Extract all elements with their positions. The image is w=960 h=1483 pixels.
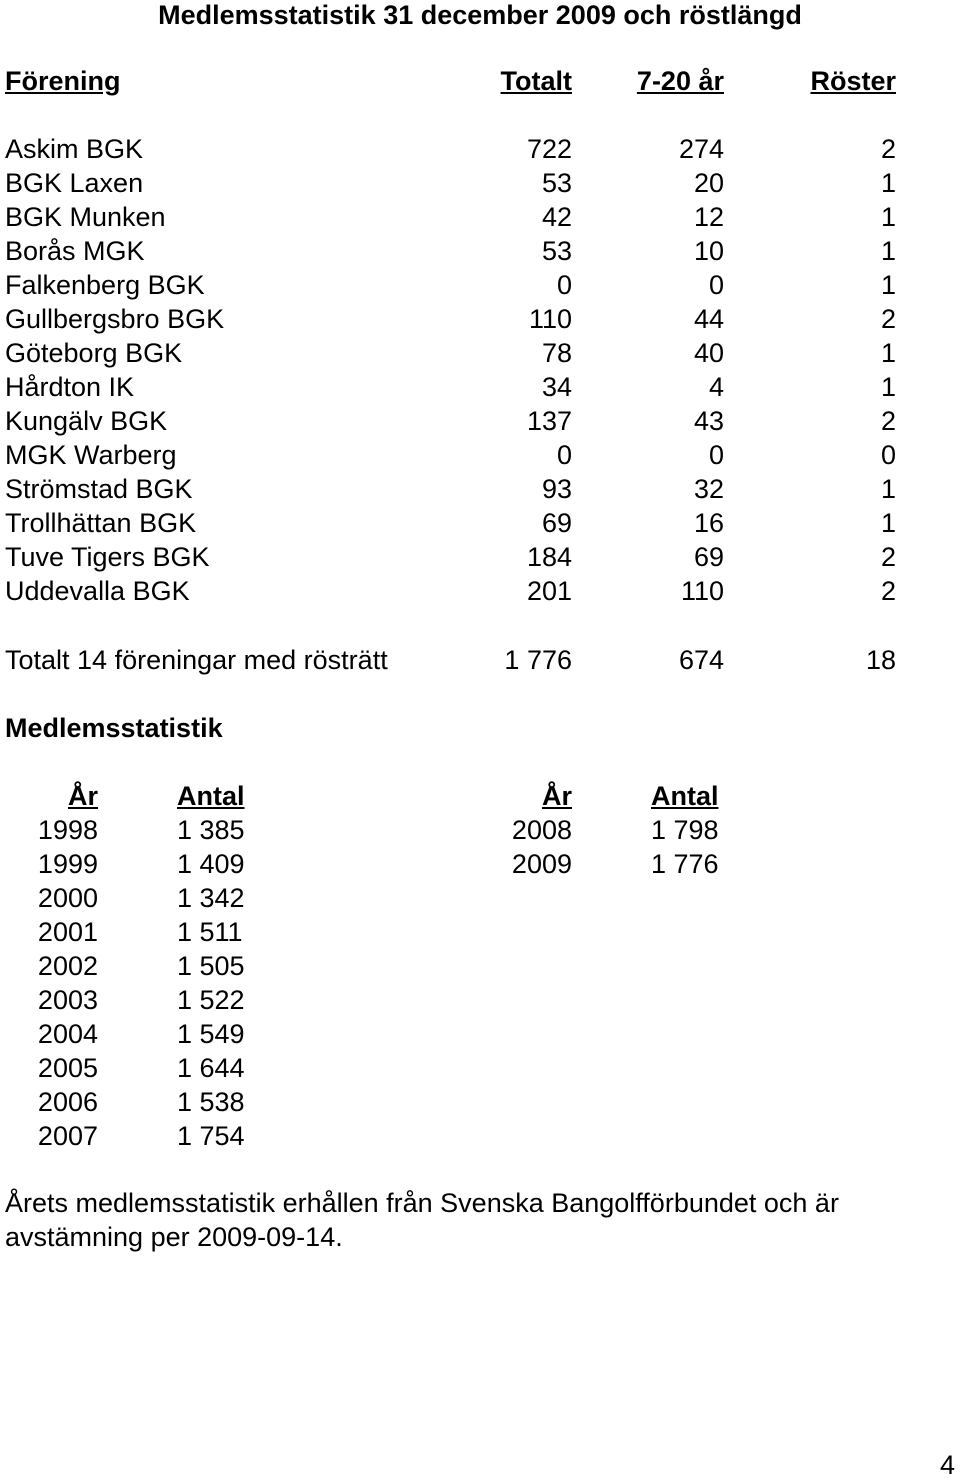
stats-year: 2004 — [37, 1019, 98, 1049]
club-votes: 2 — [880, 134, 896, 164]
stats-row — [0, 881, 960, 915]
stats-year: 2002 — [37, 951, 98, 981]
stats-year: 2007 — [37, 1121, 98, 1151]
club-name: Strömstad BGK — [5, 474, 193, 504]
stats-year: 1998 — [37, 815, 98, 845]
table-row — [0, 132, 960, 166]
stats-row — [0, 813, 960, 847]
table-row — [0, 166, 960, 200]
club-name: Göteborg BGK — [5, 338, 183, 368]
totals-votes: 18 — [865, 645, 896, 675]
page-number: 4 — [939, 1450, 955, 1480]
club-youth: 20 — [693, 168, 724, 198]
table-row — [0, 336, 960, 370]
stats-count-header-left: Antal — [177, 781, 245, 811]
club-total: 69 — [541, 508, 572, 538]
club-youth: 16 — [693, 508, 724, 538]
stats-count: 1 522 — [177, 985, 245, 1015]
stats-count: 1 538 — [177, 1087, 245, 1117]
totals-total: 1 776 — [504, 645, 572, 675]
club-youth: 10 — [693, 236, 724, 266]
club-votes: 1 — [880, 508, 896, 538]
club-youth: 12 — [693, 202, 724, 232]
stats-count: 1 776 — [651, 849, 719, 879]
stats-year: 2006 — [37, 1087, 98, 1117]
stats-row — [0, 847, 960, 881]
club-name: MGK Warberg — [5, 440, 177, 470]
stats-row — [0, 983, 960, 1017]
club-youth: 44 — [693, 304, 724, 334]
club-youth: 0 — [708, 440, 724, 470]
club-total: 184 — [526, 542, 572, 572]
club-youth: 69 — [693, 542, 724, 572]
club-votes: 1 — [880, 236, 896, 266]
club-total: 0 — [556, 270, 572, 300]
footnote: Årets medlemsstatistik erhållen från Svenska Bangolfförbundet och är avstämning per 2009-09-14. — [5, 1188, 839, 1252]
club-votes: 2 — [880, 406, 896, 436]
club-total: 0 — [556, 440, 572, 470]
club-total: 110 — [528, 304, 572, 334]
club-total: 53 — [541, 236, 572, 266]
stats-count: 1 409 — [177, 849, 245, 879]
club-name: BGK Laxen — [5, 168, 144, 198]
table-row — [0, 472, 960, 506]
club-name: Falkenberg BGK — [5, 270, 205, 300]
club-total: 78 — [541, 338, 572, 368]
stats-count: 1 511 — [177, 917, 243, 947]
club-total: 201 — [526, 576, 572, 606]
club-total: 42 — [541, 202, 572, 232]
table-row — [0, 404, 960, 438]
stats-row — [0, 1119, 960, 1153]
club-total: 53 — [541, 168, 572, 198]
club-votes: 2 — [880, 576, 896, 606]
club-name: Askim BGK — [5, 134, 144, 164]
table-row — [0, 574, 960, 608]
table-row — [0, 268, 960, 302]
club-name: Kungälv BGK — [5, 406, 168, 436]
stats-count: 1 505 — [177, 951, 245, 981]
totals-youth: 674 — [678, 645, 724, 675]
stats-count: 1 798 — [651, 815, 719, 845]
club-votes: 1 — [880, 372, 896, 402]
table-row — [0, 370, 960, 404]
table-row — [0, 438, 960, 472]
stats-year: 2005 — [37, 1053, 98, 1083]
table-row — [0, 234, 960, 268]
stats-row — [0, 1051, 960, 1085]
club-votes: 0 — [880, 440, 896, 470]
header-club: Förening — [5, 66, 121, 96]
club-votes: 1 — [880, 202, 896, 232]
stats-row — [0, 949, 960, 983]
table-row — [0, 506, 960, 540]
club-youth: 274 — [678, 134, 724, 164]
table-row — [0, 540, 960, 574]
totals-label: Totalt 14 föreningar med rösträtt — [5, 645, 388, 675]
club-votes: 2 — [880, 542, 896, 572]
header-votes: Röster — [810, 66, 896, 96]
club-total: 34 — [541, 372, 572, 402]
table-header — [0, 64, 960, 98]
stats-count: 1 549 — [177, 1019, 245, 1049]
header-total: Totalt — [500, 66, 572, 96]
stats-row — [0, 1085, 960, 1119]
stats-count-header-right: Antal — [651, 781, 719, 811]
stats-year-header-left: År — [67, 781, 98, 811]
stats-heading: Medlemsstatistik — [5, 713, 223, 743]
totals-row — [0, 643, 960, 677]
club-votes: 1 — [880, 338, 896, 368]
table-row — [0, 302, 960, 336]
club-name: Trollhättan BGK — [5, 508, 197, 538]
page-title: Medlemsstatistik 31 december 2009 och röstlängd — [158, 0, 802, 30]
stats-year-header-right: År — [541, 781, 572, 811]
header-youth: 7-20 år — [636, 66, 724, 96]
club-name: Borås MGK — [5, 236, 145, 266]
club-name: Tuve Tigers BGK — [5, 542, 210, 572]
club-youth: 110 — [680, 576, 724, 606]
club-votes: 2 — [880, 304, 896, 334]
stats-year: 2000 — [37, 883, 98, 913]
club-name: Uddevalla BGK — [5, 576, 190, 606]
club-youth: 4 — [708, 372, 724, 402]
stats-count: 1 754 — [177, 1121, 245, 1151]
club-youth: 0 — [708, 270, 724, 300]
club-votes: 1 — [880, 168, 896, 198]
club-youth: 32 — [693, 474, 724, 504]
club-votes: 1 — [880, 270, 896, 300]
club-total: 93 — [541, 474, 572, 504]
stats-year: 2003 — [37, 985, 98, 1015]
club-name: Gullbergsbro BGK — [5, 304, 225, 334]
club-total: 722 — [526, 134, 572, 164]
stats-row — [0, 915, 960, 949]
table-row — [0, 200, 960, 234]
club-youth: 43 — [693, 406, 724, 436]
stats-year: 2001 — [37, 917, 98, 947]
stats-count: 1 342 — [177, 883, 245, 913]
stats-count: 1 385 — [177, 815, 245, 845]
stats-year: 2008 — [511, 815, 572, 845]
club-youth: 40 — [693, 338, 724, 368]
stats-row — [0, 1017, 960, 1051]
club-total: 137 — [526, 406, 572, 436]
stats-count: 1 644 — [177, 1053, 245, 1083]
club-name: BGK Munken — [5, 202, 166, 232]
stats-year: 2009 — [511, 849, 572, 879]
club-votes: 1 — [880, 474, 896, 504]
stats-header — [0, 779, 960, 813]
stats-year: 1999 — [37, 849, 98, 879]
club-name: Hårdton IK — [5, 372, 135, 402]
